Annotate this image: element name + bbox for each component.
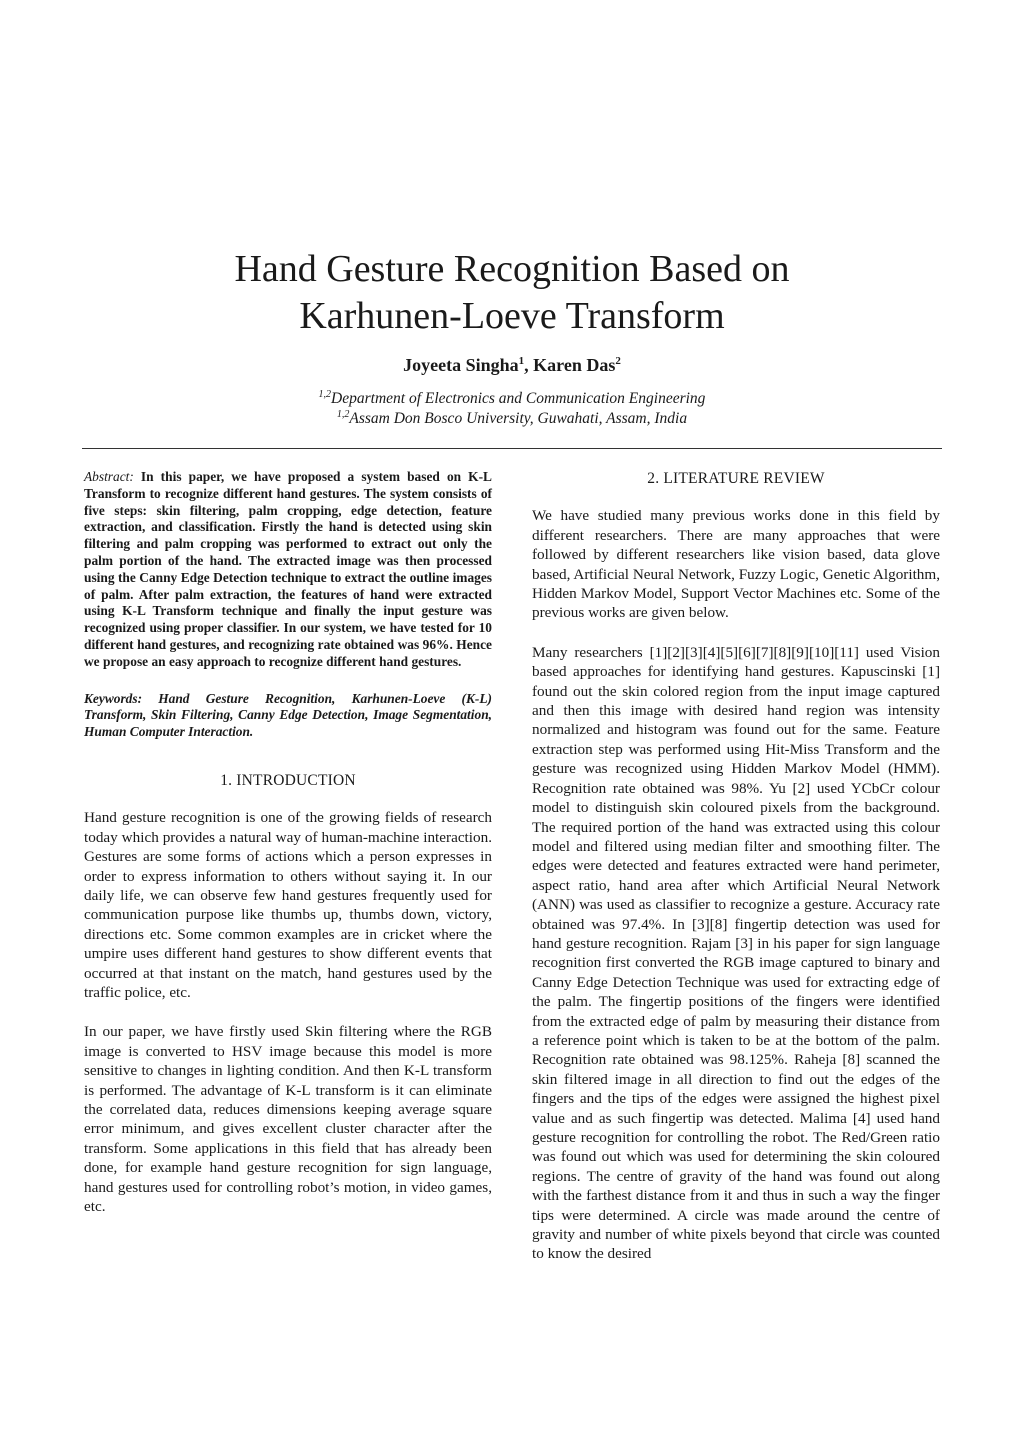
affiliation-text: Assam Don Bosco University, Guwahati, Assam, India [349,410,688,428]
left-column [84,469,492,1216]
author-name: Karen Das [533,355,616,375]
author-affiliation-mark: 2 [615,355,621,367]
abstract-label: Abstract: [84,469,134,484]
paper-title-line-2: Karhunen-Loeve Transform [299,295,725,337]
author-affiliation-mark: 1 [518,355,525,367]
literature-review-paragraph: We have studied many previous works done in this field by different researchers. There are many approaches that were followed by different researchers like vision based, data glove based, Artificial Neural Network, Fuzzy Logic, Genetic Algorithm, Hidden Markov Model, Support Vector Machines etc. Some of the previous works are given below. [532,507,940,622]
affiliation-mark: 1,2 [318,389,332,400]
keywords-label: Keywords: [84,690,143,706]
paper-title [0,246,1024,340]
affiliation-department [0,389,1024,408]
section-heading-introduction: 1. INTRODUCTION [220,771,356,789]
affiliation-text: Department of Electronics and Communication Engineering [331,390,706,408]
paper-title-line-1: Hand Gesture Recognition Based on [234,248,790,290]
affiliation-university [0,409,1024,428]
keywords-text: Hand Gesture Recognition, Karhunen-Loeve (K-L) Transform, Skin Filtering, Canny Edge Detection, Image Segmentation, Human Computer Interaction. [84,690,492,740]
header-divider [82,448,942,449]
affiliation-mark: 1,2 [336,409,350,420]
right-column [532,469,940,1264]
author-name: Joyeeta Singha [403,355,519,375]
author-separator: , [524,355,534,375]
section-heading-literature-review: 2. LITERATURE REVIEW [647,470,825,487]
introduction-paragraph: Hand gesture recognition is one of the growing fields of research today which provides a natural way of human-machine interaction. Gestures are some forms of actions which a person expresses in order to express information to others without saying it. In our daily life, we can observe few hand gestures frequently used for communication purpose like thumbs up, thumbs down, victory, directions etc. Some common examples are in cricket where the umpire uses different hand gestures to show different events that occurred at that instant on the match, hand gestures used by the traffic police, etc. [84,809,492,1002]
author-list [0,355,1024,376]
abstract [84,469,492,671]
abstract-text: In this paper, we have proposed a system based on K-L Transform to recognize different hand gestures. The system consists of five steps: skin filtering, palm cropping, edge detection, feature extraction, and classification. Firstly the hand is detected using skin filtering and palm cropping was performed to extract out only the palm portion of the hand. The extracted image was then processed using the Canny Edge Detection technique to extract the outline images of palm. After palm extraction, the features of hand were extracted using K-L Transform technique and finally the input gesture was recognized using proper classifier. In our system, we have tested for 10 different hand gestures, and recognizing rate obtained was 96%. Hence we propose an easy approach to recognize different hand gestures. [84,469,492,669]
introduction-paragraph: In our paper, we have firstly used Skin filtering where the RGB image is converted to HSV image because this model is more sensitive to changes in lighting condition. And then K-L transform is performed. The advantage of K-L transform is it can eliminate the correlated data, reduces dimensions keeping average square error minimum, and gives excellent cluster character after the transform. Some applications in this field that has already been done, for example hand gesture recognition for sign language, hand gestures used for controlling robot’s motion, in video games, etc. [84,1023,492,1216]
literature-review-paragraph: Many researchers [1][2][3][4][5][6][7][8][9][10][11] used Vision based approaches for identifying hand gestures. Kapuscinski [1] found out the skin colored region from the input image captured and then this image with desired hand region was intensity normalized and histogram was found out for the same. Feature extraction step was performed using Hit-Miss Transform and the gesture was recognized using Hidden Markov Model (HMM). Recognition rate obtained was 98%. Yu [2] used YCbCr colour model to distinguish skin coloured pixels from the background. The required portion of the hand was extracted using this colour model and filtered using median filter and smoothing filter. The edges were detected and features extracted were hand perimeter, aspect ratio, hand area after which Artificial Neural Network (ANN) was used as classifier to recognize a gesture. Accuracy rate obtained was 97.4%. In [3][8] fingertip detection was used for hand gesture recognition. Rajam [3] in his paper for sign language recognition first converted the RGB image captured to binary and Canny Edge Detection Technique was used for extracting edge of the palm. The fingertip positions of the fingers were identified from the extracted edge of palm by measuring their distance from a reference point which is taken to be at the bottom of the palm. Recognition rate obtained was 98.125%. Raheja [8] scanned the skin filtered image in all direction to find out the edges of the fingers and the tips of the edges were assigned the highest pixel value and as such fingertip was detected. Malima [4] used hand gesture recognition for controlling the robot. The Red/Green ratio was found out which was used for determining the skin coloured regions. The centre of gravity of the hand was found out along with the farthest distance from it and thus in such a way the finger tips were determined. A circle was made around the centre of gravity and number of white pixels beyond that circle was counted to know the desired [532,643,940,1263]
keywords [84,691,492,741]
